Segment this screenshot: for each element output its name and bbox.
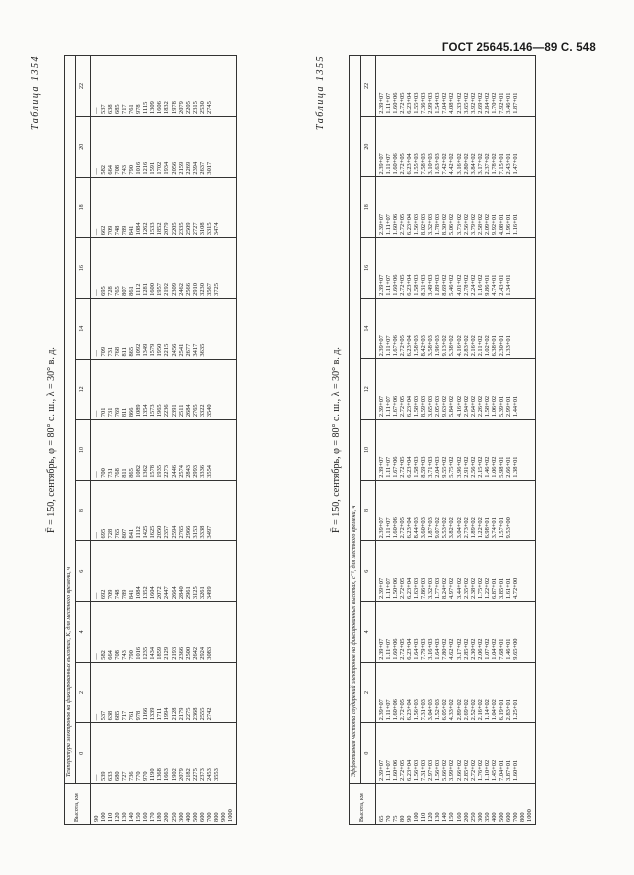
hour-header: 8 — [76, 480, 91, 541]
rotated-page-content — [30, 55, 590, 825]
hour-header: 12 — [76, 359, 91, 420]
hour-header: 16 — [76, 238, 91, 299]
value-column-cell: — 539 633 680 727 736 770 970 1190 1368 1663 1902 2079 2182 2275 2373 2453 3553 — [91, 723, 237, 784]
hour-header: 6 — [76, 541, 91, 602]
table-1355-subtitle: Эффективная частота соударений электронов на фиксированных высотах, с⁻¹, для местного времени, ч — [350, 56, 361, 784]
page-header: ГОСТ 25645.146—89 С. 548 — [441, 42, 596, 54]
hour-header: 22 — [361, 56, 376, 117]
height-column-header: Высота, км — [350, 784, 376, 825]
table-1354-name: Таблица 1354 — [30, 55, 41, 130]
table-1354-subtitle: Температура электронов на фиксированных высотах, К, для местного времени, ч — [65, 56, 76, 784]
table-1354 — [64, 55, 237, 825]
hour-header: 20 — [76, 116, 91, 177]
value-column-cell: 2.39+07 1.11+07 1.60+06 2.72+05 6.23+04 1.64+03 7.79+03 3.16+03 1.64+03 7.80+02 4.62+02 3.17+02 2.85+02 2.30+02 2.06+02 1.07+02 1.04+02 7.68+01 1.46+01 9.65+00 — [376, 602, 536, 663]
value-column-cell: 2.39+07 1.11+07 1.60+06 2.72+05 6.23+04 1.56+03 7.31+03 2.97+03 1.56+03 5.66+02 3.99+02 2.66+02 2.85+02 2.72+02 1.76+02 1.10+02 1.45+02 7.04+01 3.87+01 1.60+01 — [376, 723, 536, 784]
hour-header: 14 — [361, 298, 376, 359]
value-column-cell: — 582 664 708 743 790 1016 1216 1591 1702 1934 2056 2159 2269 2394 2637 3017 — [91, 116, 237, 177]
value-column-cell: — 701 731 769 811 866 1089 1354 1573 1965 2236 2391 2511 2684 2765 3322 3540 — [91, 359, 237, 420]
table-row — [376, 56, 536, 825]
value-column-cell: 2.39+07 1.11+07 1.60+06 2.72+05 6.23+04 1.55+03 7.36+03 2.99+03 1.54+03 7.04+02 4.08+02 2.33+02 3.65+02 3.92+02 2.69+02 2.84+02 1.70+02 7.92+01 3.46+01 1.87+01 — [376, 56, 536, 117]
value-column-cell: — 582 664 708 743 790 1016 1235 1434 1859 2129 2193 2366 2500 2642 2924 3083 — [91, 602, 237, 663]
value-column-cell: 2.39+07 1.11+07 1.60+06 2.72+05 6.23+04 1.58+03 8.31+03 3.49+03 1.89+03 8.69+02 5.46+02 4.01+02 2.78+02 2.24+02 1.16+02 9.86+01 4.74+01 2.43+01 1.34+01 — [376, 238, 536, 299]
value-column-cell: — 537 638 685 717 761 978 1115 1309 1606 1832 1978 2079 2205 2315 2530 2745 — [91, 56, 237, 117]
value-column-cell: — 709 731 768 811 865 1092 1349 1579 1950 2215 2456 2541 2677 3417 3635 — [91, 298, 237, 359]
hour-header: 4 — [361, 602, 376, 663]
value-column-cell: — 695 728 765 807 861 1112 1281 1600 1957 2192 2309 2462 2566 2910 3230 3567 3725 — [91, 238, 237, 299]
value-column-cell: — 662 709 748 789 841 1084 1262 1533 1852 2079 2205 2335 2509 2727 3108 3315 3474 — [91, 177, 237, 238]
value-column-cell: 2.39+07 1.11+07 1.50+06 2.72+05 6.23+04 1.63+03 7.86+03 3.32+03 1.77+03 8.24+02 4.97+02 3.44+02 2.35+02 2.38+02 1.75+02 1.22+02 6.87+01 3.85+01 1.61+01 4.72+00 — [376, 541, 536, 602]
hours-header-row — [76, 56, 91, 825]
hour-header: 2 — [76, 662, 91, 723]
hour-header: 6 — [361, 541, 376, 602]
heights-cell: 90 100 110 120 130 140 150 160 170 180 200 250 300 400 500 600 700 800 900 1000 — [91, 784, 237, 825]
value-column-cell: 2.39+07 1.11+07 1.67+06 2.72+05 6.23+04 1.58+03 8.42+03 3.58+03 1.96+03 9.13+02 5.38+02 4.16+02 2.83+02 2.16+02 2.11+02 1.02+02 6.38+01 2.30+01 1.33+01 — [376, 298, 536, 359]
hour-header: 14 — [76, 298, 91, 359]
hours-header-row — [361, 56, 376, 825]
hour-header: 8 — [361, 480, 376, 541]
hour-header: 22 — [76, 56, 91, 117]
hour-header: 0 — [76, 723, 91, 784]
value-column-cell: — 695 728 765 807 841 1112 1425 1625 2050 2357 2594 2765 2966 3153 3338 3497 — [91, 480, 237, 541]
hour-header: 16 — [361, 238, 376, 299]
value-column-cell: 2.39+07 1.11+07 1.67+06 2.72+05 6.23+04 1.58+03 8.59+03 3.65+03 2.05+03 9.63+02 5.84+02 4.16+02 2.94+02 2.64+02 2.26+02 1.58+02 1.06+02 5.39+01 2.99+01 1.44+01 — [376, 359, 536, 420]
table-1355-title: F̄ = 150, сентябрь, φ = 80° с. ш., λ = 30° в. д. — [331, 347, 342, 533]
table-1354-title: F̄ = 150, сентябрь, φ = 80° с. ш., λ = 30° в. д. — [46, 347, 57, 533]
hour-header: 18 — [76, 177, 91, 238]
hour-header: 10 — [361, 420, 376, 481]
value-column-cell: 2.39+07 1.11+07 1.60+06 2.72+05 6.23+04 8.44+03 3.60+03 1.87+03 9.07+02 5.53+02 3.82+02 3.04+02 2.73+02 1.89+02 1.22+02 6.98+01 3.74+01 1.57+01 9.53+00 — [376, 480, 536, 541]
hour-header: 2 — [361, 662, 376, 723]
hour-header: 12 — [361, 359, 376, 420]
hour-header: 10 — [76, 420, 91, 481]
heights-cell: 65 70 75 80 90 100 110 120 130 140 150 160 200 250 300 350 400 500 600 700 800 1000 — [376, 784, 536, 825]
value-column-cell: 2.39+07 1.11+07 1.60+06 2.72+05 6.23+04 1.56+03 8.02+03 3.32+03 1.78+03 8.30+02 5.06+02 3.73+02 2.56+02 3.79+02 2.58+02 2.09+02 9.92+01 4.08+01 1.96+01 1.16+01 — [376, 177, 536, 238]
value-column-cell: — 700 731 768 811 865 1082 1362 1578 1935 2273 2446 2574 2843 2993 3336 3554 — [91, 420, 237, 481]
table-1355 — [349, 55, 536, 825]
value-column-cell: 2.39+07 1.11+07 1.60+06 2.72+05 6.23+04 1.56+03 7.31+03 3.04+03 1.52+03 6.05+02 4.33+02 2.89+02 2.69+02 2.52+02 2.16+02 1.14+02 1.04+02 6.19+01 2.83+01 1.25+01 — [376, 662, 536, 723]
hour-header: 20 — [361, 116, 376, 177]
value-column-cell: 2.39+07 1.11+07 1.67+06 2.72+05 6.23+04 1.58+03 8.59+03 3.71+03 2.04+03 9.55+02 5.75+02 3.96+02 2.91+02 2.56+02 2.15+02 1.46+02 1.06+02 5.98+01 2.66+01 1.38+01 — [376, 420, 536, 481]
table-1355-name: Таблица 1355 — [315, 55, 326, 130]
hour-header: 0 — [361, 723, 376, 784]
hour-header: 18 — [361, 177, 376, 238]
height-column-header: Высота, км — [65, 784, 91, 825]
table-row — [91, 56, 237, 825]
value-column-cell: 2.39+07 1.11+07 1.60+06 2.72+05 6.23+04 1.55+03 7.58+03 3.10+03 1.63+03 7.42+02 4.42+02 3.16+02 2.80+02 3.84+02 3.17+02 2.37+02 1.78+02 7.15+01 2.43+01 1.47+01 — [376, 116, 536, 177]
hour-header: 4 — [76, 602, 91, 663]
value-column-cell: — 537 638 685 717 761 978 1166 1339 1711 1994 2128 2179 2275 2368 2555 2742 — [91, 662, 237, 723]
value-column-cell: — 692 709 748 789 841 1084 1352 1604 2072 2447 2664 2840 2961 3125 3261 3499 — [91, 541, 237, 602]
